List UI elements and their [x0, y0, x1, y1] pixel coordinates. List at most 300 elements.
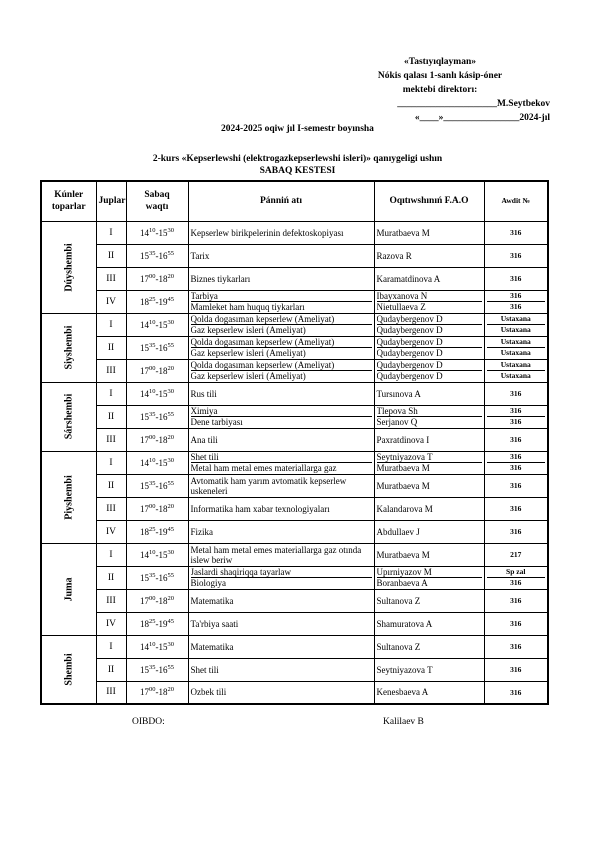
day-label: Dúyshembi [63, 242, 75, 292]
room-cell [484, 543, 548, 566]
table-row [41, 221, 548, 244]
subject-text: Jaslardi shaqiriqqa tayarlaw [191, 567, 372, 578]
end-hour: 15 [158, 388, 168, 399]
room-number: 316 [510, 642, 522, 651]
start-minute-sup [149, 342, 156, 349]
subject-cell [188, 382, 374, 405]
teacher-name: Ibayxanova N [377, 291, 482, 302]
teacher-cell [374, 267, 484, 290]
teacher-name: Muratbaeva M [376, 549, 430, 560]
time-cell: $17^{00}-18^{20}$ [126, 497, 188, 520]
room-cell [484, 520, 548, 543]
time-cell: $17^{00}-18^{20}$ [126, 267, 188, 290]
teacher-name: Abdullaev J [376, 526, 420, 537]
start-minute: 10 [149, 548, 156, 556]
end-minute: 20 [167, 594, 174, 602]
start-hour: 17 [140, 365, 149, 376]
start-minute-sup [149, 273, 156, 280]
pair-number: IV [105, 526, 117, 537]
start-minute: 10 [149, 226, 156, 234]
teacher-name: Upırniyazov M [377, 567, 482, 578]
start-hour: 15 [140, 411, 149, 422]
end-hour: 19 [158, 526, 168, 537]
subject-cell [188, 658, 374, 681]
teacher-cell [374, 635, 484, 658]
title-line2: SABAQ KESTESI [259, 166, 336, 176]
start-hour: 14 [140, 549, 149, 560]
subject-cell [188, 612, 374, 635]
room-number: 316 [510, 504, 522, 513]
subject-cell [188, 520, 374, 543]
start-minute-sup [149, 526, 156, 533]
pair-cell [96, 290, 126, 313]
approval-block [330, 55, 550, 125]
end-minute-sup [168, 457, 175, 464]
room-cell [484, 336, 548, 359]
footer-left: OIBDO: [132, 717, 165, 727]
teacher-name: Kalandarova M [376, 503, 433, 514]
room-number: 217 [510, 550, 522, 559]
room-cell [484, 290, 548, 313]
end-minute: 20 [167, 272, 174, 280]
document-title [0, 153, 595, 177]
teacher-cell [374, 566, 484, 589]
time-cell: $15^{35}-16^{55}$ [126, 474, 188, 497]
subject-cell [188, 566, 374, 589]
start-minute: 25 [149, 525, 156, 533]
subject-text: Ana tili [190, 434, 218, 445]
end-minute: 45 [167, 525, 174, 533]
teacher-cell [374, 244, 484, 267]
subject-text: Biologiya [190, 578, 226, 588]
subject-text: Qolda dogasıman kepserlew (Ameliyat) [191, 337, 372, 348]
room-cell [484, 244, 548, 267]
teacher-name: Shamuratova A [376, 618, 433, 629]
start-hour: 17 [140, 503, 149, 514]
start-minute: 35 [149, 479, 156, 487]
end-minute: 55 [167, 479, 174, 487]
header-pair: Juplar [96, 181, 126, 221]
subject-cell [188, 635, 374, 658]
day-cell [41, 451, 96, 543]
end-minute: 30 [167, 226, 174, 234]
day-cell [41, 635, 96, 704]
subject-cell [188, 359, 374, 382]
table-row [41, 244, 548, 267]
subject-cell [188, 497, 374, 520]
start-minute: 10 [149, 456, 156, 464]
start-hour: 18 [140, 618, 149, 629]
table-row [41, 405, 548, 428]
pair-number: II [107, 250, 115, 261]
approval-date: «____»________________2024-jıl [414, 113, 550, 123]
end-hour: 18 [158, 503, 168, 514]
start-minute: 25 [149, 617, 156, 625]
time-cell: $18^{25}-19^{45}$ [126, 290, 188, 313]
pair-number: III [106, 503, 116, 514]
header-day: Kúnler toparlar [41, 181, 96, 221]
day-label: Siyshembi [63, 325, 75, 370]
end-minute: 55 [167, 341, 174, 349]
start-minute: 10 [149, 318, 156, 326]
end-minute-sup [168, 434, 175, 441]
end-minute-sup [168, 480, 175, 487]
end-minute: 20 [167, 502, 174, 510]
teacher-name: Nietullaeva Z [376, 302, 426, 312]
pair-cell [96, 244, 126, 267]
subject-text: Biznes tiykarları [190, 273, 251, 284]
start-minute-sup [149, 296, 156, 303]
day-cell [41, 382, 96, 451]
room-cell [484, 267, 548, 290]
header-subject: Pánniń atı [188, 181, 374, 221]
start-minute-sup [149, 434, 156, 441]
room-cell [484, 658, 548, 681]
pair-cell [96, 497, 126, 520]
schedule-body [41, 221, 548, 704]
room-cell [484, 681, 548, 704]
start-hour: 14 [140, 388, 149, 399]
pair-cell [96, 612, 126, 635]
table-row [41, 474, 548, 497]
teacher-name: Sultanova Z [376, 641, 421, 652]
day-cell [41, 543, 96, 635]
pair-cell [96, 658, 126, 681]
start-minute: 10 [149, 387, 156, 395]
end-hour: 18 [158, 365, 168, 376]
teacher-cell [374, 497, 484, 520]
end-minute-sup [168, 503, 175, 510]
subject-cell [188, 244, 374, 267]
start-hour: 15 [140, 480, 149, 491]
day-label: Juma [63, 577, 75, 601]
teacher-name: Sultanova Z [376, 595, 421, 606]
header-row [41, 181, 548, 221]
room-number: 316 [510, 417, 522, 426]
end-hour: 18 [158, 434, 168, 445]
time-cell: $15^{35}-16^{55}$ [126, 658, 188, 681]
subject-cell [188, 428, 374, 451]
table-row [41, 267, 548, 290]
time-cell: $14^{10}-15^{30}$ [126, 451, 188, 474]
start-minute: 00 [149, 364, 156, 372]
schedule-table [40, 180, 549, 705]
end-hour: 15 [158, 641, 168, 652]
teacher-name: Muratbaeva M [376, 463, 430, 473]
room-number: Ustaxana [500, 348, 531, 357]
teacher-name: Seytniyazova T [376, 664, 433, 675]
start-minute: 35 [149, 249, 156, 257]
teacher-cell [374, 359, 484, 382]
time-cell: $14^{10}-15^{30}$ [126, 635, 188, 658]
end-hour: 16 [158, 411, 168, 422]
end-hour: 16 [158, 250, 168, 261]
start-minute: 35 [149, 663, 156, 671]
start-hour: 17 [140, 687, 149, 698]
end-minute: 20 [167, 686, 174, 694]
teacher-name: Qudaybergenov D [376, 325, 443, 335]
start-minute-sup [149, 641, 156, 648]
day-cell [41, 221, 96, 313]
end-hour: 15 [158, 227, 168, 238]
teacher-name: Razova R [376, 250, 412, 261]
time-cell: $18^{25}-19^{45}$ [126, 612, 188, 635]
teacher-name: Karamatdinova A [376, 273, 441, 284]
subject-text: Qolda dogasıman kepserlew (Ameliyat) [191, 360, 372, 371]
subject-cell [188, 267, 374, 290]
footer-right: Kalilaev B [383, 717, 424, 727]
room-number: 316 [510, 619, 522, 628]
subject-cell [188, 474, 374, 497]
semester-line: 2024-2025 oqiw jıl I-semestr boyınsha [221, 124, 374, 134]
teacher-name: Paxratdinova I [376, 434, 430, 445]
room-cell [484, 589, 548, 612]
pair-number: III [106, 434, 116, 445]
table-row [41, 428, 548, 451]
end-minute-sup [168, 388, 175, 395]
end-hour: 15 [158, 319, 168, 330]
end-minute-sup [168, 365, 175, 372]
start-minute-sup [149, 503, 156, 510]
table-row [41, 658, 548, 681]
pair-cell [96, 543, 126, 566]
end-hour: 15 [158, 457, 168, 468]
table-row [41, 313, 548, 336]
room-cell [484, 405, 548, 428]
end-minute: 30 [167, 387, 174, 395]
end-minute-sup [168, 549, 175, 556]
approval-line3: mektebi direktorı: [402, 85, 478, 95]
start-minute: 10 [149, 640, 156, 648]
pair-number: II [107, 572, 115, 583]
start-minute: 00 [149, 686, 156, 694]
pair-cell [96, 336, 126, 359]
end-minute-sup [168, 664, 175, 671]
pair-number: III [106, 365, 116, 376]
end-hour: 16 [158, 664, 168, 675]
start-minute: 35 [149, 571, 156, 579]
start-minute-sup [149, 549, 156, 556]
subject-cell [188, 681, 374, 704]
start-hour: 18 [140, 526, 149, 537]
room-number: Ustaxana [487, 337, 546, 348]
subject-cell [188, 451, 374, 474]
table-row [41, 612, 548, 635]
end-hour: 19 [158, 618, 168, 629]
teacher-cell [374, 589, 484, 612]
room-number: 316 [510, 481, 522, 490]
subject-text: Matematika [190, 595, 234, 606]
day-label: Sárshembi [63, 393, 75, 440]
pair-number: III [106, 273, 116, 284]
room-number: 316 [510, 302, 522, 311]
end-hour: 18 [158, 687, 168, 698]
time-cell: $17^{00}-18^{20}$ [126, 681, 188, 704]
room-cell [484, 382, 548, 405]
end-minute: 20 [167, 364, 174, 372]
teacher-cell [374, 336, 484, 359]
subject-cell [188, 336, 374, 359]
end-minute: 30 [167, 456, 174, 464]
room-number: 316 [510, 251, 522, 260]
day-cell [41, 313, 96, 382]
end-minute-sup [168, 411, 175, 418]
teacher-name: Kenesbaeva A [376, 687, 429, 698]
subject-text: Fizika [190, 526, 213, 537]
start-minute-sup [149, 227, 156, 234]
end-minute-sup [168, 526, 175, 533]
pair-number: II [107, 342, 115, 353]
start-minute-sup [149, 618, 156, 625]
room-cell [484, 566, 548, 589]
subject-text: Dene tarbiyası [190, 417, 243, 427]
start-hour: 15 [140, 342, 149, 353]
pair-cell [96, 681, 126, 704]
header-time: Sabaq waqtı [126, 181, 188, 221]
end-hour: 15 [158, 549, 168, 560]
table-row [41, 543, 548, 566]
end-hour: 16 [158, 572, 168, 583]
room-number: 316 [510, 274, 522, 283]
table-row [41, 382, 548, 405]
subject-text: Tarix [190, 250, 210, 261]
table-row [41, 589, 548, 612]
time-cell: $15^{35}-16^{55}$ [126, 405, 188, 428]
room-number: 316 [487, 452, 546, 463]
time-cell: $15^{35}-16^{55}$ [126, 566, 188, 589]
pair-number: II [107, 664, 115, 675]
subject-text: Ximiya [191, 406, 372, 417]
teacher-cell [374, 221, 484, 244]
start-hour: 14 [140, 319, 149, 330]
pair-cell [96, 382, 126, 405]
teacher-name: Muratbaeva M [376, 480, 430, 491]
subject-text: Kepserlew birikpelerinin defektoskopiyası [190, 227, 344, 238]
subject-text: Shet tili [191, 452, 372, 463]
room-number: 316 [510, 596, 522, 605]
table-row [41, 497, 548, 520]
teacher-cell [374, 313, 484, 336]
teacher-cell [374, 474, 484, 497]
room-number: Ustaxana [500, 371, 531, 380]
table-row [41, 290, 548, 313]
pair-number: III [106, 687, 116, 698]
time-cell: $17^{00}-18^{20}$ [126, 428, 188, 451]
start-minute-sup [149, 595, 156, 602]
pair-cell [96, 359, 126, 382]
teacher-name: Qudaybergenov D [377, 337, 482, 348]
end-minute-sup [168, 250, 175, 257]
subject-text: Ozbek tili [190, 687, 227, 698]
end-minute: 30 [167, 318, 174, 326]
room-cell [484, 428, 548, 451]
end-minute-sup [168, 572, 175, 579]
teacher-cell [374, 290, 484, 313]
teacher-name: Qudaybergenov D [377, 360, 482, 371]
pair-number: III [106, 595, 116, 606]
end-hour: 16 [158, 480, 168, 491]
pair-number: IV [105, 296, 117, 307]
end-minute-sup [168, 641, 175, 648]
room-number: 316 [510, 687, 522, 697]
time-cell: $17^{00}-18^{20}$ [126, 589, 188, 612]
room-number: 316 [510, 665, 522, 674]
start-hour: 17 [140, 595, 149, 606]
table-row [41, 359, 548, 382]
pair-number: I [109, 549, 113, 560]
time-cell: $15^{35}-16^{55}$ [126, 336, 188, 359]
start-minute-sup [149, 411, 156, 418]
end-minute: 45 [167, 617, 174, 625]
teacher-name: Qudaybergenov D [377, 314, 482, 325]
start-minute: 00 [149, 502, 156, 510]
end-hour: 19 [158, 296, 168, 307]
subject-cell [188, 589, 374, 612]
start-minute: 00 [149, 594, 156, 602]
teacher-cell [374, 658, 484, 681]
end-minute: 45 [167, 295, 174, 303]
teacher-name: Qudaybergenov D [376, 371, 443, 381]
pair-number: I [109, 641, 113, 652]
room-cell [484, 359, 548, 382]
subject-text: Matematika [190, 641, 234, 652]
subject-text: Avtomatik ham yarım avtomatik kepserlew uskeneleri [190, 475, 347, 496]
room-number: Ustaxana [487, 360, 546, 371]
table-row [41, 681, 548, 704]
start-minute-sup [149, 250, 156, 257]
pair-cell [96, 451, 126, 474]
start-hour: 14 [140, 457, 149, 468]
room-number: 316 [510, 435, 522, 444]
end-minute-sup [168, 227, 175, 234]
teacher-name: Boranbaeva A [376, 578, 428, 588]
start-minute-sup [149, 686, 156, 693]
end-minute-sup [168, 296, 175, 303]
end-hour: 18 [158, 273, 168, 284]
pair-number: IV [105, 618, 117, 629]
pair-cell [96, 428, 126, 451]
day-label: Shembi [63, 653, 75, 686]
end-minute: 55 [167, 410, 174, 418]
room-cell [484, 474, 548, 497]
teacher-cell [374, 428, 484, 451]
pair-cell [96, 474, 126, 497]
start-hour: 15 [140, 572, 149, 583]
room-cell [484, 313, 548, 336]
time-cell: $14^{10}-15^{30}$ [126, 221, 188, 244]
start-minute-sup [149, 388, 156, 395]
pair-cell [96, 313, 126, 336]
day-label: Piyshembi [63, 474, 75, 520]
end-minute: 55 [167, 249, 174, 257]
teacher-cell [374, 612, 484, 635]
approval-signature: _____________________M.Seytbekov [397, 99, 550, 109]
pair-number: II [107, 480, 115, 491]
teacher-name: Qudaybergenov D [376, 348, 443, 358]
table-row [41, 451, 548, 474]
pair-cell [96, 566, 126, 589]
teacher-name: Tlepova Sh [377, 406, 482, 417]
end-minute: 55 [167, 571, 174, 579]
room-cell [484, 221, 548, 244]
start-minute-sup [149, 572, 156, 579]
end-minute: 55 [167, 663, 174, 671]
teacher-cell [374, 382, 484, 405]
start-hour: 17 [140, 273, 149, 284]
start-hour: 14 [140, 227, 149, 238]
subject-text: Mamleket ham huquq tiykarları [190, 302, 305, 312]
room-number: 316 [510, 228, 522, 237]
